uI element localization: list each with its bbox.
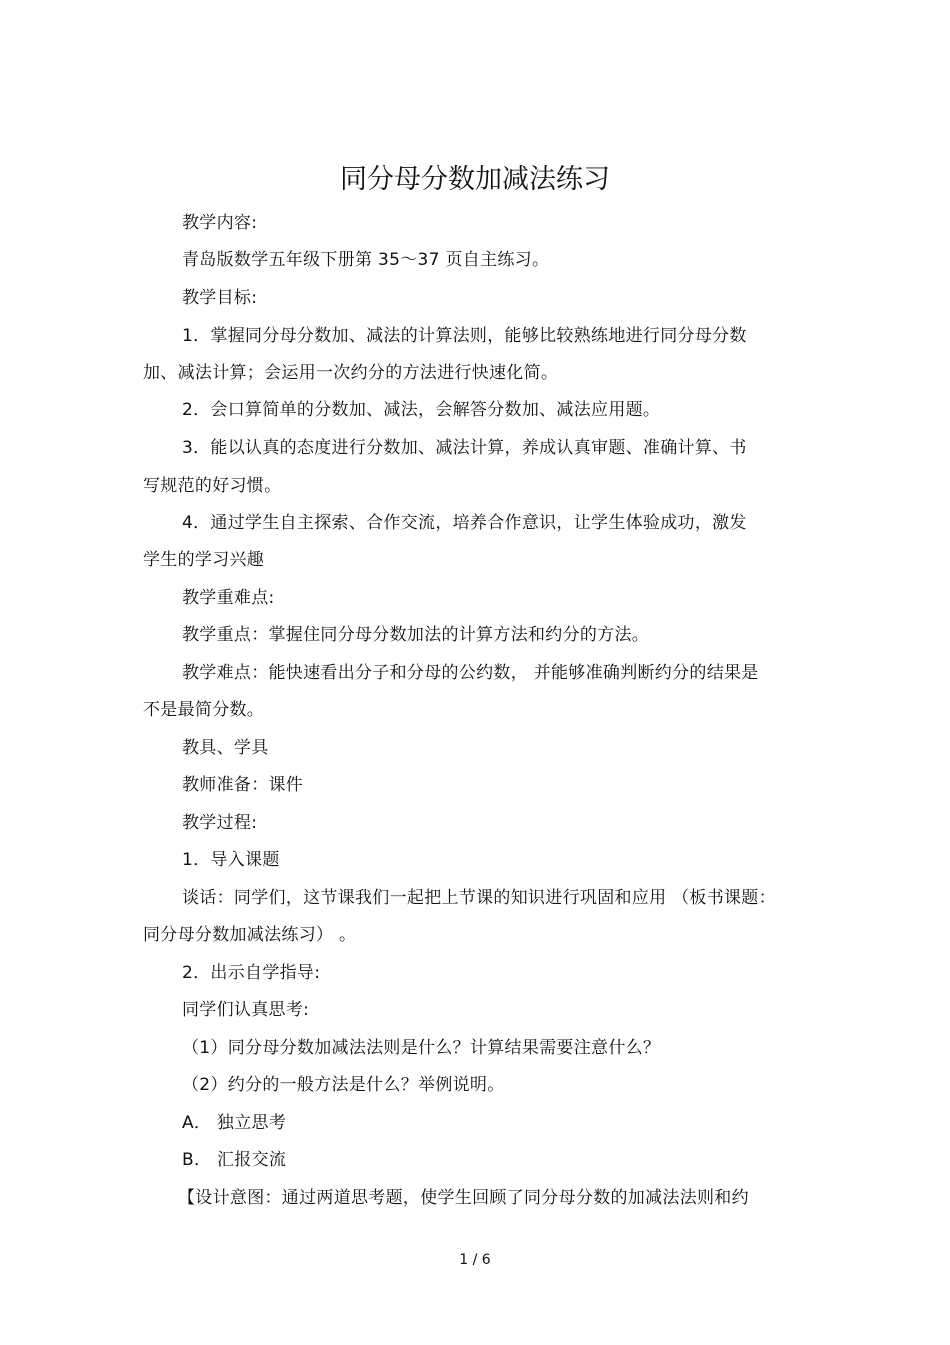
talk-line-2: 同分母分数加减法练习） 。 <box>143 925 357 945</box>
objective-1-line-2: 加、减法计算；会运用一次约分的方法进行快速化简。 <box>143 363 559 383</box>
question-2: （2）约分的一般方法是什么？举例说明。 <box>182 1075 505 1095</box>
objective-4-line-2: 学生的学习兴趣 <box>143 550 265 570</box>
key-point: 教学重点：掌握住同分母分数加法的计算方法和约分的方法。 <box>182 625 650 645</box>
objective-3-line-2: 写规范的好习惯。 <box>143 476 282 496</box>
objective-1-line-1: 1．掌握同分母分数加、减法的计算法则，能够比较熟练地进行同分母分数 <box>182 326 747 346</box>
section-heading-tools: 教具、学具 <box>182 738 269 758</box>
teacher-preparation: 教师准备：课件 <box>182 775 304 795</box>
process-step-1: 1．导入课题 <box>182 850 280 870</box>
step-a: A． 独立思考 <box>182 1113 287 1133</box>
process-step-2: 2．出示自学指导: <box>182 963 321 983</box>
section-heading-process: 教学过程: <box>182 813 258 833</box>
section-heading-content: 教学内容: <box>182 213 258 233</box>
section-heading-objectives: 教学目标: <box>182 288 258 308</box>
paragraph-content-text: 青岛版数学五年级下册第 35～37 页自主练习。 <box>182 250 550 270</box>
objective-3-line-1: 3．能以认真的态度进行分数加、减法计算，养成认真审题、准确计算、书 <box>182 438 747 458</box>
section-heading-keypoints: 教学重难点: <box>182 588 275 608</box>
difficult-point-line-2: 不是最简分数。 <box>143 700 265 720</box>
design-intent: 【设计意图：通过两道思考题，使学生回顾了同分母分数的加减法法则和约 <box>178 1188 749 1208</box>
objective-4-line-1: 4．通过学生自主探索、合作交流，培养合作意识，让学生体验成功，激发 <box>182 513 747 533</box>
page-number: 1 / 6 <box>459 1252 491 1268</box>
step-b: B． 汇报交流 <box>182 1150 287 1170</box>
talk-line-1: 谈话：同学们，这节课我们一起把上节课的知识进行巩固和应用 （板书课题： <box>182 888 776 908</box>
difficult-point-line-1: 教学难点：能快速看出分子和分母的公约数， 并能够准确判断约分的结果是 <box>182 663 759 683</box>
question-1: （1）同分母分数加减法法则是什么？计算结果需要注意什么？ <box>182 1038 661 1058</box>
think-prompt: 同学们认真思考: <box>182 1000 310 1020</box>
page-title: 同分母分数加减法练习 <box>340 164 610 195</box>
objective-2: 2．会口算简单的分数加、减法，会解答分数加、减法应用题。 <box>182 400 661 420</box>
